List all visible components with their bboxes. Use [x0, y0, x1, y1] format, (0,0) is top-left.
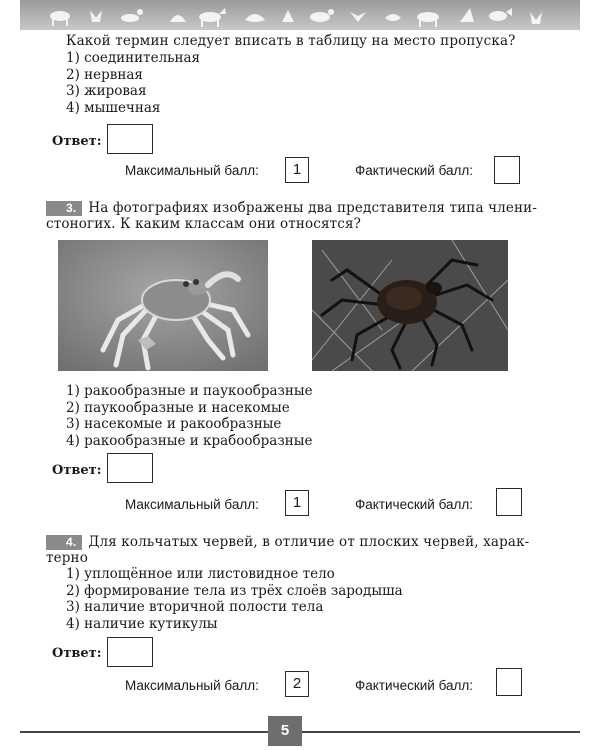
q2-max-score-label: Максимальный балл: [125, 163, 259, 178]
q2-fact-score-label: Фактический балл: [355, 163, 474, 178]
page-number: 5 [268, 716, 302, 746]
q4-number-badge: 4. [46, 535, 82, 550]
q2-answer-box[interactable] [107, 124, 153, 154]
q4-fact-score-box[interactable] [496, 668, 522, 696]
q4-question-line1 [46, 534, 529, 551]
q4-fact-score-label: Фактический балл: [355, 678, 474, 693]
q2-answer-label: Ответ: [52, 134, 102, 149]
q4-option-4: 4) наличие кутикулы [66, 615, 218, 632]
q3-option-4: 4) ракообразные и крабообразные [66, 432, 313, 449]
crab-photo-icon [58, 240, 268, 371]
q2-option-2: 2) нервная [66, 66, 143, 83]
q3-max-score-value: 1 [285, 490, 309, 516]
tick-photo-icon [312, 240, 508, 371]
q2-option-3: 3) жировая [66, 83, 147, 99]
q2-option-4: 4) мышечная [66, 99, 161, 116]
q4-max-score-value: 2 [285, 671, 309, 697]
q4-option-1: 1) уплощённое или листовидное тело [66, 566, 335, 582]
crab-photo [58, 240, 268, 371]
animal-silhouettes-icon [20, 0, 580, 30]
q4-options-list [66, 566, 403, 632]
q4-answer-label: Ответ: [52, 646, 102, 661]
q2-option-1: 1) соединительная [66, 50, 201, 66]
q4-answer-box[interactable] [107, 637, 153, 667]
q3-option-1: 1) ракообразные и паукообразные [66, 383, 313, 399]
q3-question-line2: стоногих. К каким классам они относятся? [46, 216, 362, 232]
q2-max-score-value: 1 [285, 157, 309, 183]
tick-photo [312, 240, 508, 371]
q4-question-line2: терно [46, 550, 88, 566]
q3-max-score-label: Максимальный балл: [125, 497, 259, 512]
q4-option-3: 3) наличие вторичной полости тела [66, 599, 324, 615]
q3-fact-score-box[interactable] [496, 488, 522, 516]
q3-answer-box[interactable] [107, 453, 153, 483]
q3-answer-label: Ответ: [52, 463, 102, 478]
q4-max-score-label: Максимальный балл: [125, 678, 259, 693]
q4-question-text: Для кольчатых червей, в отличие от плоских червей, харак- [88, 534, 530, 550]
q4-option-2: 2) формирование тела из трёх слоёв зародыша [66, 582, 403, 599]
q2-fact-score-box[interactable] [494, 156, 520, 184]
q3-option-3: 3) насекомые и ракообразные [66, 416, 282, 432]
header-animal-band [20, 0, 580, 30]
q2-question-text: Какой термин следует вписать в таблицу на место пропуска? [66, 33, 516, 49]
q3-question-line1 [46, 200, 537, 217]
q3-options-list [66, 383, 313, 449]
q3-option-2: 2) паукообразные и насекомые [66, 399, 290, 416]
q3-number-badge: 3. [46, 201, 82, 216]
q3-question-text: На фотографиях изображены два представителя типа члени- [88, 200, 538, 216]
q3-fact-score-label: Фактический балл: [355, 497, 474, 512]
q2-options-list [66, 50, 200, 116]
